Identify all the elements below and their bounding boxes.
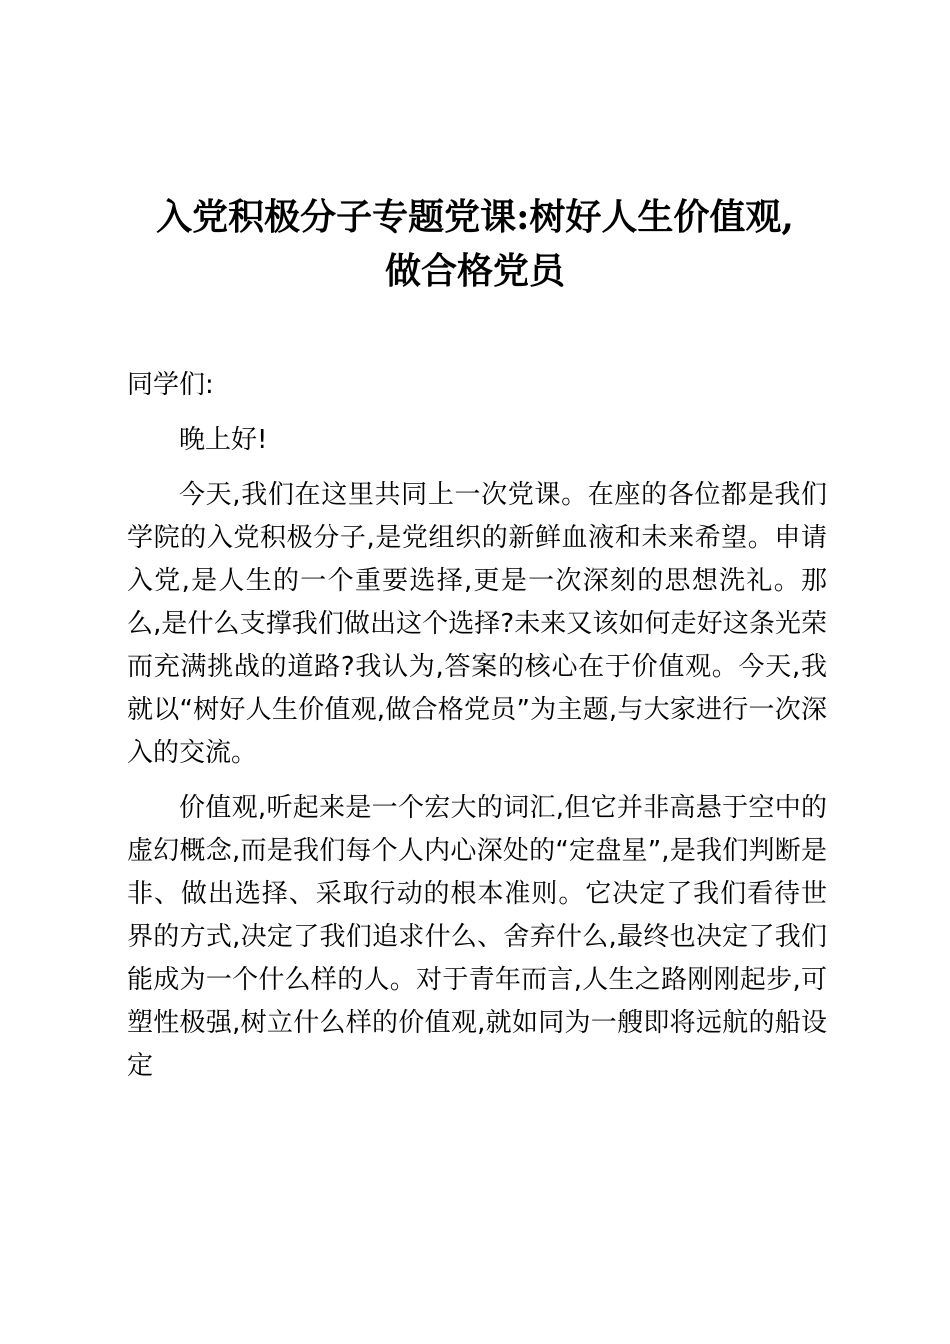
document-title (100, 190, 850, 298)
document-body (127, 364, 827, 1100)
title-line-1: 入党积极分子专题党课:树好人生价值观, (156, 196, 794, 238)
title-line-2: 做合格党员 (384, 250, 565, 292)
greeting: 晚上好! (179, 425, 268, 455)
salutation: 同学们: (127, 370, 214, 400)
paragraph-2: 价值观,听起来是一个宏大的词汇,但它并非高悬于空中的虚幻概念,而是我们每个人内心深处的“定盘星”,是我们判断是非、做出选择、采取行动的根本准则。它决定了我们看待世界的方式,决定了我们追求什么、舍弃什么,最终也决定了我们能成为一个什么样的人。对于青年而言,人生之路刚刚起步,可塑性极强,树立什么样的价值观,就如同为一艘即将远航的船设定 (127, 793, 827, 1081)
paragraph-1: 今天,我们在这里共同上一次党课。在座的各位都是我们学院的入党积极分子,是党组织的新鲜血液和未来希望。申请入党,是人生的一个重要选择,更是一次深刻的思想洗礼。那么,是什么支撑我们做出这个选择?未来又该如何走好这条光荣而充满挑战的道路?我认为,答案的核心在于价值观。今天,我就以“树好人生价值观,做合格党员”为主题,与大家进行一次深入的交流。 (127, 480, 827, 768)
